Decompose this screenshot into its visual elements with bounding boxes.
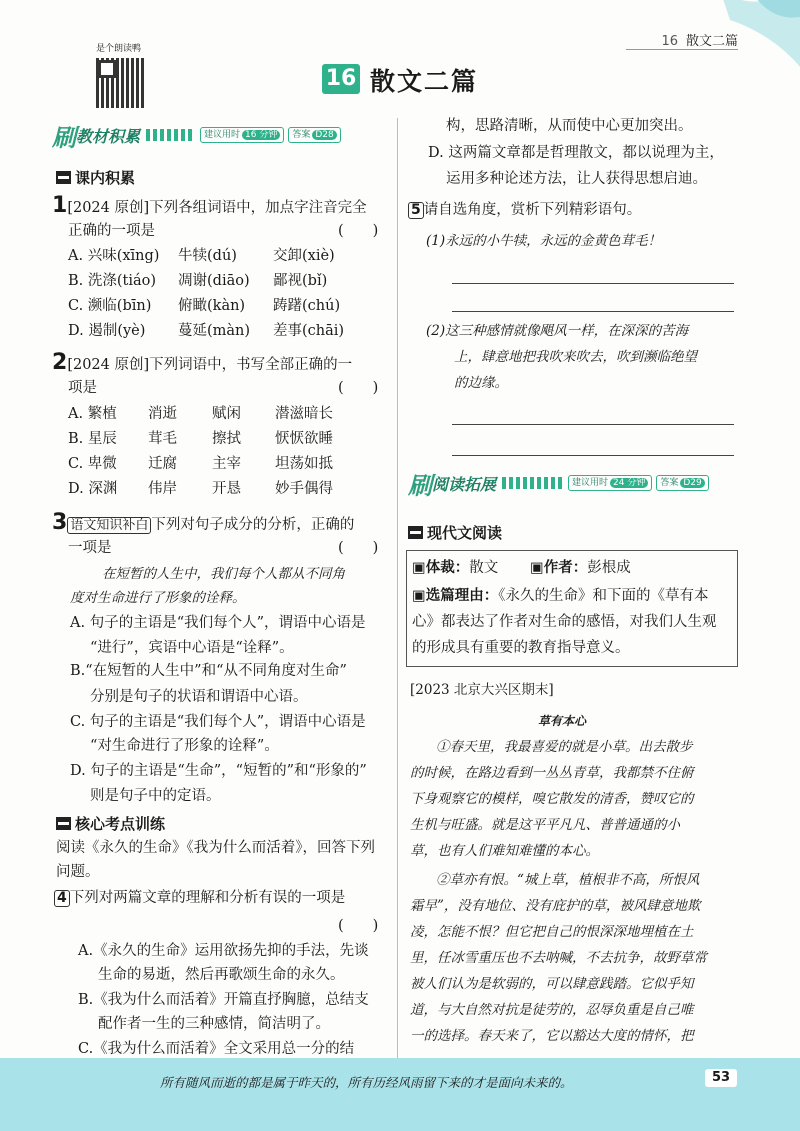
q2-opt-a3: 赋闲 (212, 406, 241, 422)
q2-opt-b: B. 星辰 (68, 431, 117, 447)
q1-opt-b2: 凋谢(diāo) (178, 273, 250, 289)
reading-intro-1: 阅读《永久的生命》《我为什么而活着》，回答下列 (56, 840, 375, 856)
q5-sentence2c: 的边缘。 (454, 375, 508, 391)
q1-line2: 正确的一项是 (68, 223, 155, 239)
reason-line3: 的形成具有重要的教育指导意义。 (412, 640, 630, 656)
q5-line1: 5 请自选角度，赏析下列精彩语句。 (408, 202, 641, 219)
q1-opt-a3: 交卸(xiè) (273, 248, 335, 264)
knowledge-chip: 语文知识补白 (67, 517, 151, 534)
q4-opt-a1: A.《永久的生命》运用欲扬先抑的手法，先谈 (78, 943, 369, 959)
q2-opt-d3: 开恳 (212, 481, 241, 497)
page-number: 53 (705, 1069, 737, 1087)
sub-heading-modern-reading: 现代文阅读 (408, 522, 502, 543)
q2-line1: 2[2024 原创]下列词语中，书写全部正确的一 (52, 350, 353, 375)
q4-opt-c2: 构，思路清晰，从而使中心更加突出。 (446, 118, 693, 134)
running-header: 16 散文二篇 (661, 34, 738, 49)
q4-line1: 4 下列对两篇文章的理解和分析有误的一项是 (54, 890, 345, 907)
q4-opt-c1: C.《我为什么而活着》全文采用总一分的结 (78, 1041, 355, 1057)
reading-intro-2: 问题。 (56, 864, 100, 880)
q2-opt-c2: 迁腐 (148, 456, 177, 472)
qr-code[interactable] (96, 58, 144, 108)
q2-opt-d4: 妙手偶得 (275, 481, 333, 497)
passage-p2-line: ②草亦有恨。“城上草，植根非不高，所恨风 (436, 872, 700, 888)
q1-opt-a2: 牛犊(dú) (178, 248, 237, 264)
passage-p1-line: 下身观察它的模样，嗅它散发的清香，赞叹它的 (410, 791, 694, 807)
sub-heading-core: 核心考点训练 (56, 813, 165, 834)
answer-line[interactable] (452, 455, 734, 456)
q1-opt-d: D. 遏制(yè) (68, 323, 146, 339)
q3-opt-b2: 分别是句子的状语和谓语中心语。 (90, 689, 308, 705)
q5-sentence2b: 上，肆意地把我吹来吹去，吹到濒临绝望 (454, 349, 697, 365)
stripe-decoration (146, 129, 194, 141)
passage-source: [2023 北京大兴区期末] (410, 682, 554, 698)
q1-opt-b3: 鄙视(bǐ) (273, 273, 328, 289)
q5-sentence2a: (2)这三种感情就像飓风一样，在深深的苦海 (426, 323, 689, 339)
author-line: ▣作者：彭根成 (530, 559, 631, 576)
q3-quote1: 在短暂的人生中，我们每个人都从不同角 (102, 566, 345, 582)
q4-opt-a2: 生命的易逝，然后再歌颂生命的永久。 (98, 967, 345, 983)
reason-icon: ▣ (412, 588, 426, 604)
passage-p1-line: 的时候，在路边看到一丛丛青草，我都禁不住俯 (410, 765, 694, 781)
passage-p2-line: 霜早”，没有地位、没有庇护的草，被风肆意地欺 (410, 898, 701, 914)
q2-line2: 项是 (68, 380, 97, 396)
q2-opt-b2: 茸毛 (148, 431, 177, 447)
time-tag: 建议用时 24 分钟 (568, 475, 652, 491)
passage-p2-line: 里，任冰雪重压也不去呐喊，不去抗争，故野草常 (410, 950, 707, 966)
q1-opt-c3: 踌躇(chú) (273, 298, 341, 314)
q4-paren: ( ) (338, 918, 379, 934)
q1-opt-c: C. 濒临(bīn) (68, 298, 152, 314)
q1-opt-b: B. 洗涤(tiáo) (68, 273, 157, 289)
passage-title: 草有本心 (538, 714, 587, 728)
time-tag: 建议用时 16 分钟 (200, 127, 284, 143)
genre-line: ▣体裁：散文 (412, 559, 499, 576)
passage-p1-line: 草，也有人们难知难懂的本心。 (410, 843, 599, 859)
q1-opt-d2: 蔓延(màn) (178, 323, 251, 339)
q1-opt-a: A. 兴味(xīng) (68, 248, 160, 264)
genre-icon: ▣ (412, 560, 426, 576)
q4-opt-d1: D. 这两篇文章都是哲理散文，都以说理为主， (428, 145, 724, 161)
passage-p1-line: 生机与旺盛。就是这平平凡凡、普普通通的小 (410, 817, 680, 833)
q5-sentence1: (1)永远的小牛犊，永远的金黄色茸毛！ (426, 233, 662, 249)
section-icon (56, 171, 71, 184)
q1-line1: 1[2024 原创]下列各组词语中，加点字注音完全 (52, 193, 367, 218)
q1-opt-d3: 差事(chāi) (273, 323, 345, 339)
q2-opt-a: A. 繁植 (68, 406, 117, 422)
answer-line[interactable] (452, 424, 734, 425)
section-icon (408, 526, 423, 539)
q3-opt-b1: B.“在短暂的人生中”和“从不同角度对生命” (70, 663, 347, 679)
q3-opt-d1: D. 句子的主语是“生命”，“短暂的”和“形象的” (70, 763, 367, 779)
q4-opt-d2: 运用多种论述方法，让人获得思想启迪。 (446, 171, 707, 187)
passage-p2-line: 被人们认为是软弱的，可以肆意践踏。它似乎知 (410, 976, 694, 992)
q3-line1: 3 语文知识补白 下列对句子成分的分析，正确的 (52, 510, 355, 535)
passage-p2-line: 一的选择。春天来了，它以豁达大度的情怀，把 (410, 1028, 694, 1044)
column-divider (397, 118, 398, 1058)
q2-opt-a4: 潜滋暗长 (275, 406, 333, 422)
q4-opt-b1: B.《我为什么而活着》开篇直抒胸臆，总结支 (78, 992, 369, 1008)
stripe-decoration (502, 477, 562, 489)
footer-band (0, 1058, 800, 1131)
header-rule (626, 49, 738, 50)
q2-paren: ( ) (338, 380, 379, 396)
q3-opt-d2: 则是句子中的定语。 (90, 788, 221, 804)
q2-opt-c4: 坦荡如抵 (275, 456, 333, 472)
q1-paren: ( ) (338, 223, 379, 239)
lesson-title: 散文二篇 (370, 67, 479, 96)
q2-opt-d: D. 深渊 (68, 481, 118, 497)
q3-opt-c2: “对生命进行了形象的诠释”。 (90, 738, 279, 754)
q3-opt-c1: C. 句子的主语是“我们每个人”，谓语中心语是 (70, 714, 366, 730)
lesson-number: 16 (322, 64, 360, 94)
q2-opt-c: C. 卑微 (68, 456, 117, 472)
answer-line[interactable] (452, 283, 734, 284)
footer-motto: 所有随风而逝的都是属于昨天的，所有历经风雨留下来的才是面向未来的。 (160, 1075, 573, 1090)
q3-line2: 一项是 (68, 540, 112, 556)
section-header-reading: 刷 阅读拓展 建议用时 24 分钟 答案 D29 (408, 472, 713, 494)
answer-tag: 答案 D28 (288, 127, 340, 143)
q4-opt-b2: 配作者一生的三种感情，简洁明了。 (98, 1016, 330, 1032)
sub-heading-in-class: 课内积累 (56, 167, 135, 188)
section-icon (56, 817, 71, 830)
author-icon: ▣ (530, 560, 544, 576)
answer-tag: 答案 D29 (656, 475, 708, 491)
reason-line2: 心》都表达了作者对生命的感悟，对我们人生观 (412, 614, 717, 630)
q2-opt-b4: 恹恹欲睡 (275, 431, 333, 447)
passage-p2-line: 凌，怎能不恨？但它把自己的恨深深地埋植在土 (410, 924, 694, 940)
q3-quote2: 度对生命进行了形象的诠释。 (70, 590, 246, 606)
answer-line[interactable] (452, 311, 734, 312)
q2-opt-a2: 消逝 (148, 406, 177, 422)
q2-opt-d2: 伟岸 (148, 481, 177, 497)
q2-opt-c3: 主宰 (212, 456, 241, 472)
passage-p2-line: 道，与大自然对抗是徒劳的，忍辱负重是自己唯 (410, 1002, 694, 1018)
qr-label: 是个朗读鸭 (96, 44, 142, 54)
q2-opt-b3: 擦拭 (212, 431, 241, 447)
reason-line1: ▣选篇理由：《永久的生命》和下面的《草有本 (412, 587, 709, 604)
q3-paren: ( ) (338, 540, 379, 556)
section-header-textbook: 刷 教材积累 建议用时 16 分钟 答案 D28 (52, 124, 345, 146)
q3-opt-a2: “进行”，宾语中心语是“诠释”。 (90, 640, 294, 656)
q1-opt-c2: 俯瞰(kàn) (178, 298, 246, 314)
passage-p1-line: ①春天里，我最喜爱的就是小草。出去散步 (436, 739, 693, 755)
q3-opt-a1: A. 句子的主语是“我们每个人”，谓语中心语是 (70, 615, 366, 631)
